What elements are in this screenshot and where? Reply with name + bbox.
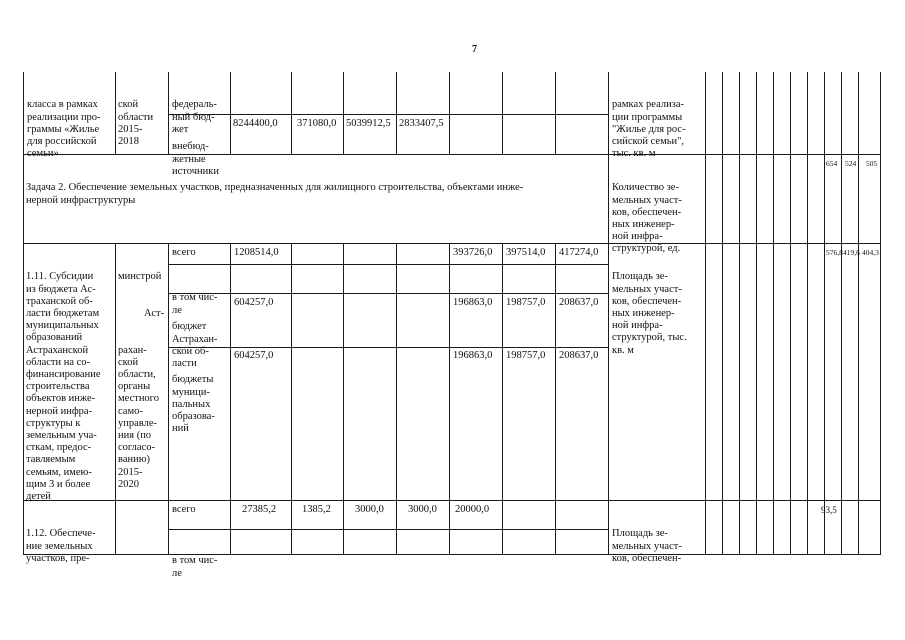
row-a-source-extrabudget: внебюд- жетные источники (172, 141, 219, 177)
row-112-name: 1.12. Обеспече- ние земельных участков, пре- (26, 528, 96, 564)
row-a-total: 8244400,0 (233, 118, 278, 129)
row-111-total-all: 1208514,0 (234, 247, 279, 258)
table-border (705, 72, 706, 554)
row-112-indicator: Площадь зе- мельных участ- ков, обеспечен- (612, 528, 682, 564)
row-a-y2016: 2833407,5 (399, 118, 444, 129)
row-112-y2015: 3000,0 (355, 504, 384, 515)
row-a-name: класса в рамках реализации про- граммы «Жилье для российской семьи» (27, 99, 101, 160)
row-111-all-y2019: 397514,0 (506, 247, 546, 258)
row-111-source-municipal: бюджеты муници- пальных образова- ний (172, 374, 215, 435)
table-border (555, 243, 556, 554)
row-112-y2016: 3000,0 (408, 504, 437, 515)
row-a-source-federal: федераль- ный бюд- жет (172, 99, 217, 135)
table-border (396, 243, 397, 554)
task-2-value-3: 505 (866, 159, 878, 168)
row-111-all-y2020: 417274,0 (559, 247, 599, 258)
row-a-y2015: 5039912,5 (346, 118, 391, 129)
row-111-reg-y2020: 208637,0 (559, 297, 599, 308)
row-111-value-3: 404,3 (862, 248, 879, 257)
table-border (291, 72, 292, 154)
row-111-mun-y2018: 196863,0 (453, 350, 493, 361)
row-112-y2017: 20000,0 (455, 504, 490, 515)
table-border (739, 72, 740, 554)
row-112-y2014: 1385,2 (302, 504, 331, 515)
table-border (115, 243, 116, 554)
row-111-source-including: в том чис- ле (172, 292, 218, 316)
table-border (230, 243, 231, 554)
row-111-mun-y2019: 198757,0 (506, 350, 546, 361)
row-111-indicator: Площадь зе- мельных участ- ков, обеспечен- ных инженер- ной инфра- структурой, тыс. кв. м (612, 271, 687, 356)
table-border (807, 72, 808, 554)
row-111-executor: минстрой Аст- рахан- ской области, органы местного само- управле- ния (по согласо- ванию) 2015- 2020 (118, 271, 165, 490)
table-border (841, 72, 842, 554)
table-border (23, 72, 24, 554)
task-2-indicator: Количество зе- мельных участ- ков, обеспечен- ных инженер- ной инфра- структурой, ед. (612, 182, 682, 255)
table-border (555, 72, 556, 154)
table-border (502, 243, 503, 554)
table-border (168, 264, 608, 265)
row-111-value-1: 576,8 (826, 248, 843, 257)
table-border (773, 72, 774, 554)
task-2-title: Задача 2. Обеспечение земельных участков, предназначенных для жилищного строительства, объектами инже- нерной инфраструктуры (26, 182, 524, 206)
table-border (396, 72, 397, 154)
row-111-reg-y2019: 198757,0 (506, 297, 546, 308)
row-111-total-municipal: 604257,0 (234, 350, 274, 361)
row-111-reg-y2018: 196863,0 (453, 297, 493, 308)
task-2-value-1: 654 (826, 159, 838, 168)
table-border (115, 72, 116, 154)
table-border (608, 72, 609, 554)
table-border (168, 72, 169, 154)
table-border (291, 243, 292, 554)
row-111-all-y2018: 393726,0 (453, 247, 493, 258)
row-111-total-regional: 604257,0 (234, 297, 274, 308)
table-border (23, 554, 881, 555)
table-border (790, 72, 791, 554)
table-border (168, 347, 608, 348)
table-border (722, 72, 723, 554)
table-border (168, 114, 608, 115)
table-border (449, 243, 450, 554)
table-border (343, 243, 344, 554)
table-border (858, 72, 859, 554)
table-border (343, 72, 344, 154)
row-112-value-1: 93,5 (821, 505, 837, 515)
table-border (168, 293, 608, 294)
row-111-source-all: всего (172, 247, 196, 258)
table-border (880, 72, 881, 554)
table-border (168, 243, 169, 554)
table-border (449, 72, 450, 154)
table-border (502, 72, 503, 154)
task-2-value-2: 524 (845, 159, 857, 168)
table-border (824, 72, 825, 554)
row-111-name: 1.11. Субсидии из бюджета Ас- траханской об- ласти бюджетам муниципальных образований Астраханской области на со- финансирование строительства объектов инже- нерной инфра- структуры к земельным уча- сткам, предос- тавляемым семьям, имею- щим 3 и более детей (26, 271, 101, 503)
row-111-mun-y2020: 208637,0 (559, 350, 599, 361)
row-112-source-including: в том чис- ле (172, 555, 218, 579)
table-border (230, 72, 231, 154)
row-112-source-all: всего (172, 504, 196, 515)
table-border (756, 72, 757, 554)
row-a-y2014: 371080,0 (297, 118, 337, 129)
row-a-indicator: рамках реализа- ции программы "Жилье для рос- сийской семьи", тыс. кв. м (612, 99, 686, 160)
row-111-source-regional: бюджет Астрахан- ской об- ласти (172, 321, 218, 370)
page-number: 7 (472, 44, 477, 55)
row-a-executor: ской области 2015- 2018 (118, 99, 154, 148)
table-border (168, 529, 608, 530)
row-111-value-2: 419,6 (843, 248, 860, 257)
row-112-total: 27385,2 (242, 504, 277, 515)
table-border (23, 243, 881, 244)
